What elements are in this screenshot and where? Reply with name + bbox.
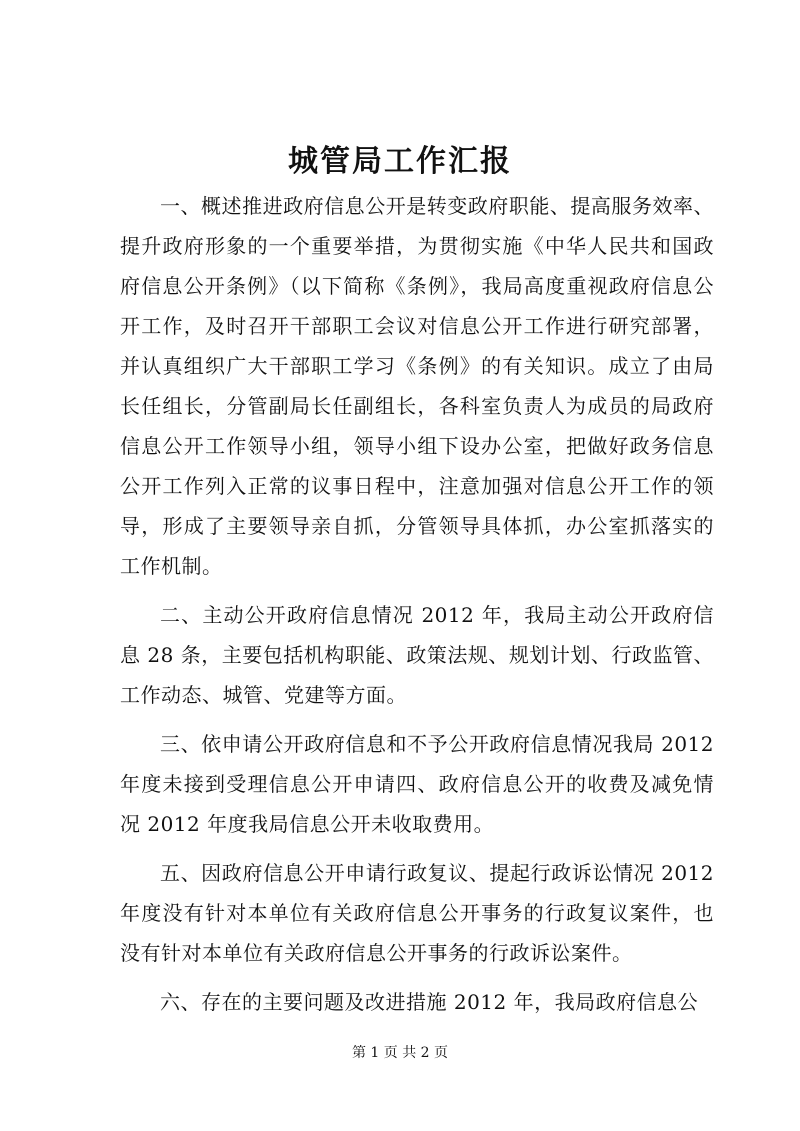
document-body bbox=[120, 186, 714, 1031]
paragraph-review-litigation: 五、因政府信息公开申请行政复议、提起行政诉讼情况 2012 年度没有针对本单位有关政府信息公开事务的行政复议案件，也没有针对本单位有关政府信息公开事务的行政诉讼案件。 bbox=[120, 861, 714, 965]
paragraph-request-disclosure: 三、依申请公开政府信息和不予公开政府信息情况我局 2012 年度未接到受理信息公开申请四、政府信息公开的收费及减免情况 2012 年度我局信息公开未收取费用。 bbox=[120, 732, 714, 836]
paragraph-active-disclosure: 二、主动公开政府信息情况 2012 年，我局主动公开政府信息 28 条，主要包括机构职能、政策法规、规划计划、行政监管、工作动态、城管、党建等方面。 bbox=[120, 603, 714, 707]
document-title: 城管局工作汇报 bbox=[288, 144, 512, 179]
paragraph-overview: 一、概述推进政府信息公开是转变政府职能、提高服务效率、提升政府形象的一个重要举措，为贯彻实施《中华人民共和国政府信息公开条例》（以下简称《条例》，我局高度重视政府信息公开工作，及时召开干部职工会议对信息公开工作进行研究部署，并认真组织广大干部职工学习《条例》的有关知识。成立了由局长任组长，分管副局长任副组长，各科室负责人为成员的局政府信息公开工作领导小组，领导小组下设办公室，把做好政务信息公开工作列入正常的议事日程中，注意加强对信息公开工作的领导，形成了主要领导亲自抓，分管领导具体抓，办公室抓落实的工作机制。 bbox=[120, 194, 714, 578]
paragraph-problems: 六、存在的主要问题及改进措施 2012 年，我局政府信息公 bbox=[160, 990, 699, 1014]
page-number-footer: 第 1 页 共 2 页 bbox=[351, 1045, 449, 1061]
